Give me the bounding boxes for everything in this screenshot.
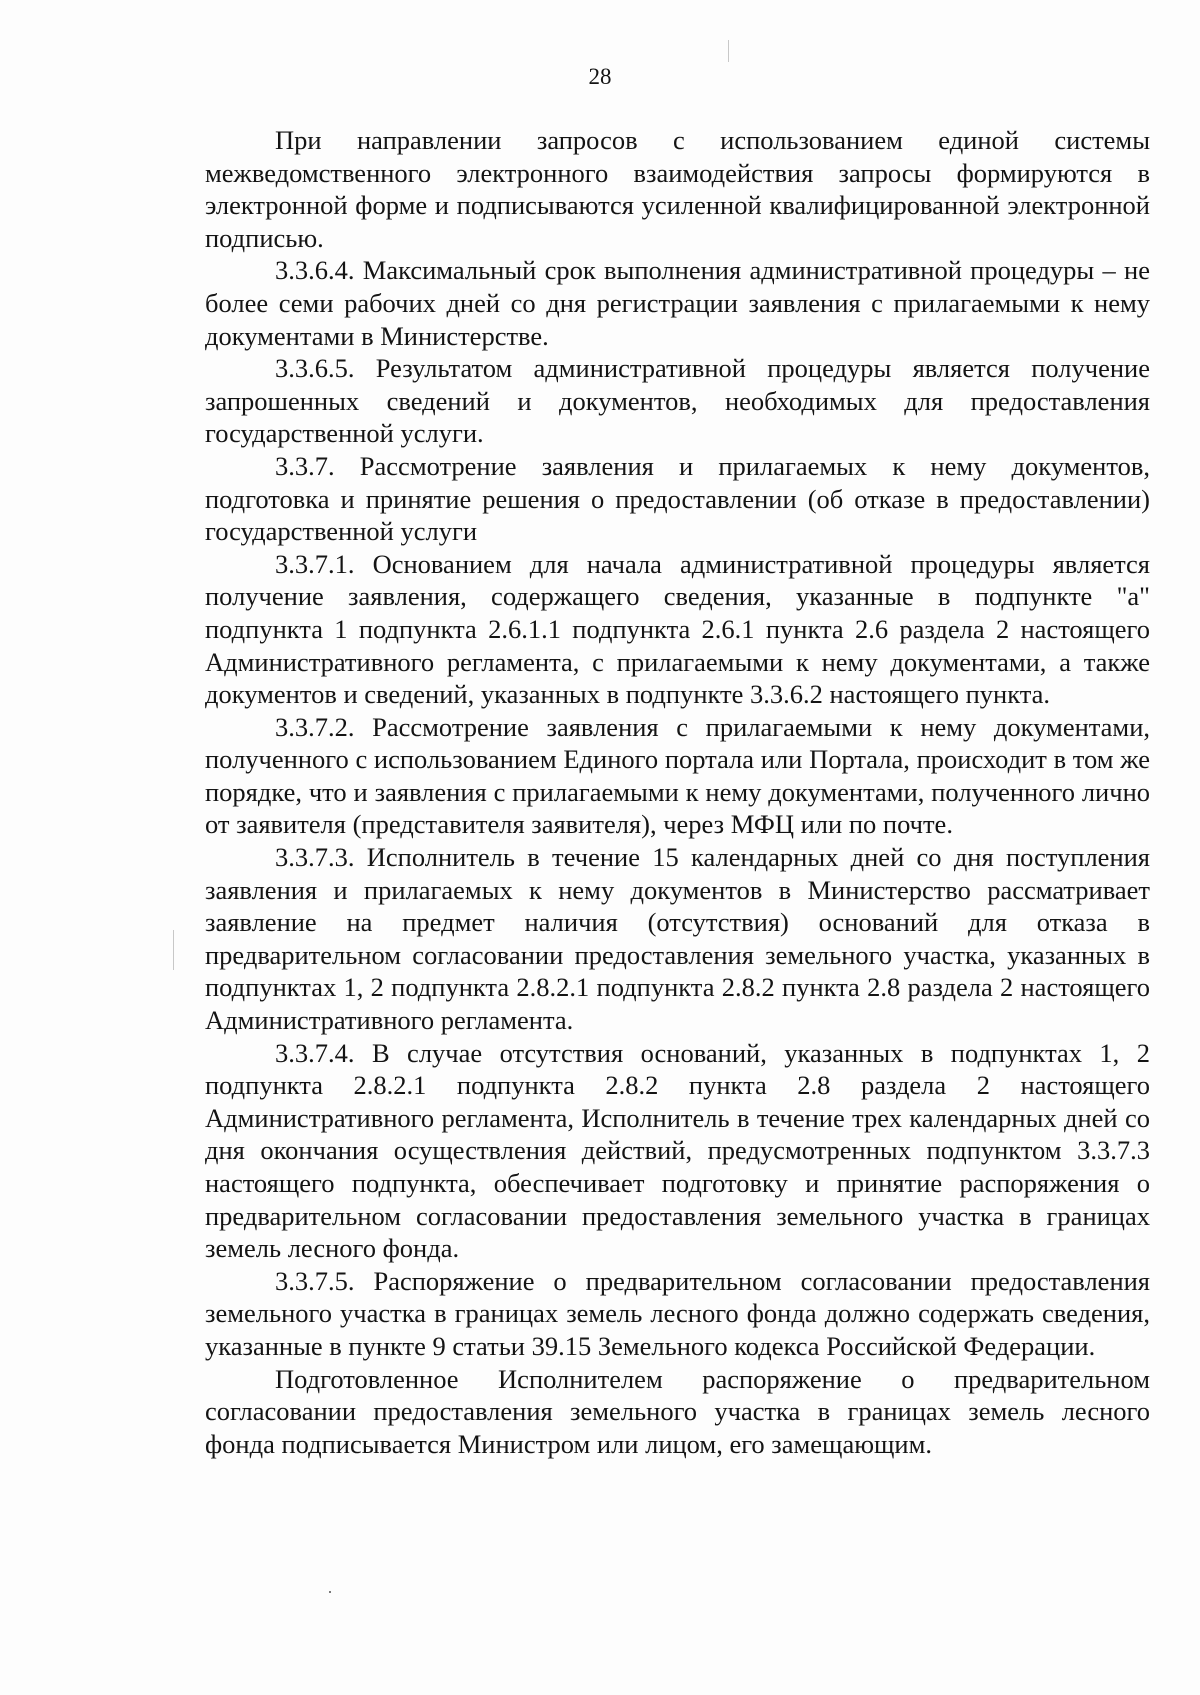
paragraph-intro: При направлении запросов с использованием единой системы межведомственного электронного взаимодействия запросы формируются в электронной форме и подписываются усиленной квалифицированной электронной подписью. xyxy=(205,125,1150,253)
paragraph-3-3-7-1: 3.3.7.1. Основанием для начала административной процедуры является получение заявления, содержащего сведения, указанные в подпункте "а" подпункта 1 подпункта 2.6.1.1 подпункта 2.6.1 пункта 2.6 раздела 2 настоящего Административного регламента, с прилагаемыми к нему документами, а также документов и сведений, указанных в подпункте 3.3.6.2 настоящего пункта. xyxy=(205,548,1150,710)
paragraph-closing: Подготовленное Исполнителем распоряжение о предварительном согласовании предоставления земельного участка в границах земель лесного фонда подписывается Министром или лицом, его замещающим. xyxy=(205,1363,1150,1459)
paragraph-3-3-7: 3.3.7. Рассмотрение заявления и прилагаемых к нему документов, подготовка и принятие решения о предоставлении (об отказе в предоставлении) государственной услуги xyxy=(205,450,1150,547)
page-number: 28 xyxy=(588,64,612,89)
document-body xyxy=(205,124,1150,1460)
scan-artifact-line xyxy=(728,40,729,62)
paragraph-3-3-7-3: 3.3.7.3. Исполнитель в течение 15 календарных дней со дня поступления заявления и прилагаемых к нему документов в Министерство рассматривает заявление на предмет наличия (отсутствия) оснований для отказа в предварительном согласовании предоставления земельного участка, указанных в подпунктах 1, 2 подпункта 2.8.2.1 подпункта 2.8.2 пункта 2.8 раздела 2 настоящего Административного регламента. xyxy=(205,842,1150,1036)
scan-artifact-line xyxy=(173,930,174,970)
paragraph-3-3-7-4: 3.3.7.4. В случае отсутствия оснований, указанных в подпунктах 1, 2 подпункта 2.8.2.1 подпункта 2.8.2 пункта 2.8 раздела 2 настоящего Административного регламента, Исполнитель в течение трех календарных дней со дня окончания осуществления действий, предусмотренных подпунктом 3.3.7.3 настоящего подпункта, обеспечивает подготовку и принятие распоряжения о предварительном согласовании предоставления земельного участка в границах земель лесного фонда. xyxy=(205,1037,1150,1264)
paragraph-3-3-7-2: 3.3.7.2. Рассмотрение заявления с прилагаемыми к нему документами, полученного с использованием Единого портала или Портала, происходит в том же порядке, что и заявления с прилагаемыми к нему документами, полученного лично от заявителя (представителя заявителя), через МФЦ или по почте. xyxy=(205,711,1150,840)
paragraph-3-3-7-5: 3.3.7.5. Распоряжение о предварительном согласовании предоставления земельного участка в границах земель лесного фонда должно содержать сведения, указанные в пункте 9 статьи 39.15 Земельного кодекса Российской Федерации. xyxy=(205,1265,1150,1361)
paragraph-3-3-6-5: 3.3.6.5. Результатом административной процедуры является получение запрошенных сведений и документов, необходимых для предоставления государственной услуги. xyxy=(205,353,1150,449)
scan-artifact-dot xyxy=(329,1591,331,1593)
paragraph-3-3-6-4: 3.3.6.4. Максимальный срок выполнения административной процедуры – не более семи рабочих дней со дня регистрации заявления с прилагаемыми к нему документами в Министерстве. xyxy=(205,255,1150,351)
